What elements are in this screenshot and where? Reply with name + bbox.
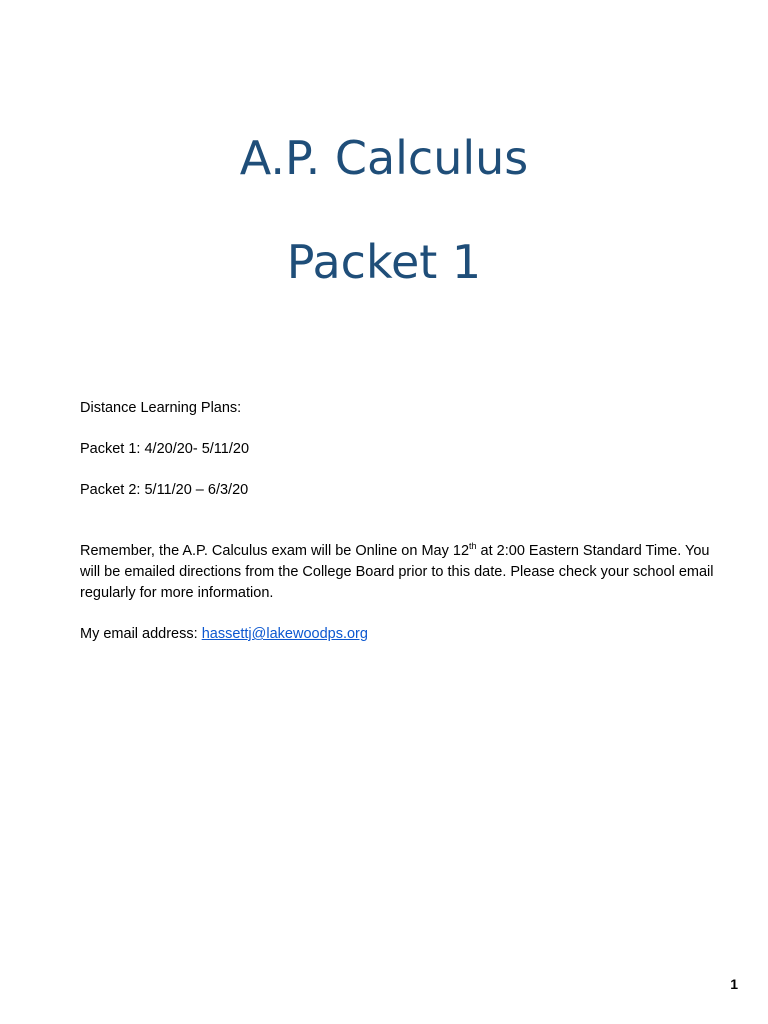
exam-notice-text: Remember, the A.P. Calculus exam will be Online on May 12	[80, 543, 470, 559]
exam-notice-text-continued: at 2:00 Eastern Standard Time. You will be emailed directions from the College Board prior to this date. Please check your school email regularly for more information.	[80, 543, 714, 601]
packet-1-dates: Packet 1: 4/20/20- 5/11/20	[80, 441, 250, 457]
document-subtitle: Packet 1	[286, 235, 482, 289]
email-line	[80, 624, 720, 645]
email-link[interactable]: hassettj@lakewoodps.org	[201, 626, 368, 642]
date-ordinal-suffix: th	[469, 541, 477, 552]
plans-heading: Distance Learning Plans:	[80, 400, 242, 416]
document-title: A.P. Calculus	[239, 131, 529, 185]
email-label: My email address:	[80, 626, 202, 642]
packet-2-dates: Packet 2: 5/11/20 – 6/3/20	[80, 482, 249, 498]
page-number: 1	[730, 976, 738, 992]
exam-notice	[80, 541, 720, 604]
